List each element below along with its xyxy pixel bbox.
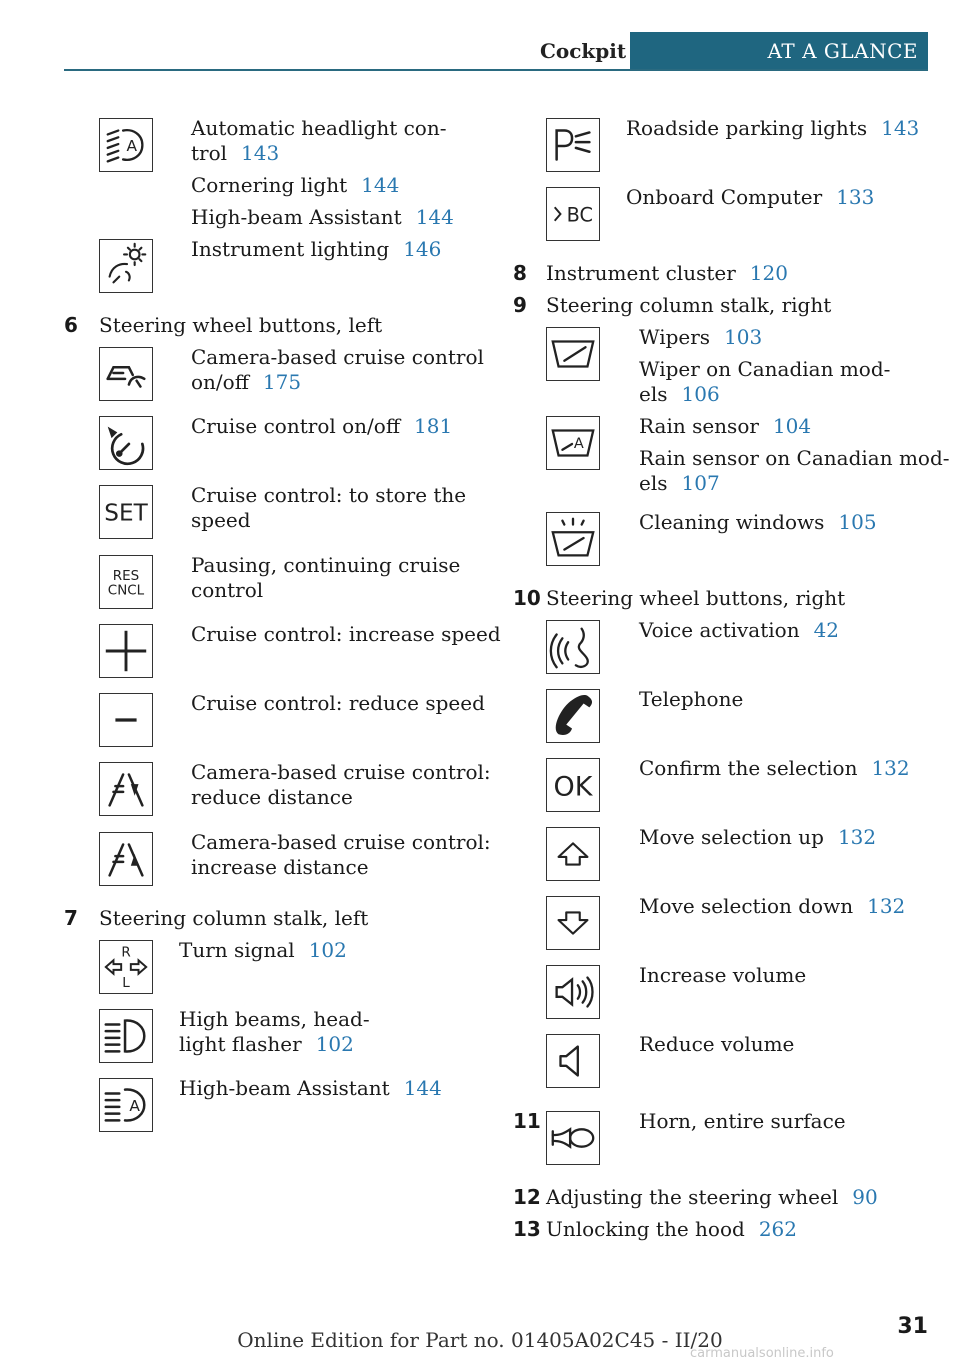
svg-text:A: A [129,1096,140,1115]
rain-sensor-canadian-label: Rain sensor on Canadian mod- [639,446,950,470]
rain-sensor-canadian-label-2: els 107 [639,471,720,495]
item-number: 10 [513,586,541,610]
svg-text:RES: RES [112,568,140,585]
reduce-distance-label: Camera-based cruise control: [191,760,491,784]
page-ref[interactable]: 143 [881,116,920,140]
telephone-icon [546,689,600,743]
onboard-computer-icon [546,187,600,241]
page-ref[interactable]: 90 [852,1185,878,1209]
high-beams-label-2: light flasher 102 [179,1032,354,1056]
page-ref[interactable]: 42 [813,618,840,642]
high-beam-assistant-label: High-beam Assistant 144 [191,205,454,229]
turn-signal-icon [99,940,153,994]
arrow-up-icon [546,827,600,881]
plus-icon [99,624,153,678]
reduce-volume-label: Reduce volume [639,1032,795,1056]
increase-volume-label: Increase volume [639,963,807,987]
steering-wheel-buttons-right-heading: Steering wheel buttons, right [546,586,846,610]
section-title: Cockpit [540,39,627,63]
pause-cruise-label-2: control [191,578,264,602]
svg-text:SET: SET [104,500,148,527]
move-down-label: Move selection down 132 [639,894,906,918]
confirm-selection-label: Confirm the selection 132 [639,756,910,780]
camera-cruise-label: Camera-based cruise control [191,345,484,369]
cleaning-windows-icon [546,512,600,566]
watermark: carmanualsonline.info [690,1346,834,1361]
page-ref[interactable]: 103 [724,325,763,349]
steering-wheel-buttons-left-heading: Steering wheel buttons, left [99,313,383,337]
page-ref[interactable]: 133 [836,185,875,209]
increase-speed-label: Cruise control: increase speed [191,622,501,646]
page-ref[interactable]: 262 [758,1217,797,1241]
header-rule [64,69,928,71]
page-ref[interactable]: 146 [403,237,442,261]
instrument-lighting-icon [99,239,153,293]
page-ref[interactable]: 132 [837,825,877,849]
item-number: 9 [513,293,527,317]
svg-text:A: A [573,435,584,452]
page-ref[interactable]: 144 [361,173,400,197]
svg-text:OK: OK [553,771,593,803]
ok-icon [546,758,600,812]
instrument-lighting-label: Instrument lighting 146 [191,237,442,261]
page-ref[interactable]: 132 [871,756,910,780]
automatic-headlight-label: Automatic headlight con- [191,116,447,140]
cornering-light-label: Cornering light 144 [191,173,400,197]
camera-cruise-label-2: on/off 175 [191,370,302,394]
horn-icon [546,1111,600,1165]
svg-text:CNCL: CNCL [107,582,145,599]
page-ref[interactable]: 143 [241,141,280,165]
item-number: 7 [64,906,78,930]
page-ref[interactable]: 107 [681,471,720,495]
item-number: 13 [513,1217,541,1241]
wiper-canadian-label: Wiper on Canadian mod- [639,357,891,381]
item-number: 8 [513,261,527,285]
page-ref[interactable]: 175 [262,370,302,394]
page-number: 31 [897,1314,928,1339]
store-speed-label: Cruise control: to store the [191,483,467,507]
high-beam-assistant-label-2: High-beam Assistant 144 [179,1076,442,1100]
svg-text:L: L [122,975,130,992]
page-ref[interactable]: 120 [749,261,788,285]
set-icon [99,485,153,539]
svg-text:A: A [126,136,138,155]
camera-cruise-control-icon [99,347,153,401]
footer-edition: Online Edition for Part no. 01405A02C45 - II/20 [237,1328,723,1352]
high-beam-icon [99,1009,153,1063]
unlocking-hood-heading: Unlocking the hood 262 [546,1217,797,1241]
automatic-headlight-label-2: trol 143 [191,141,280,165]
rain-sensor-icon [546,416,600,470]
reduce-speed-label: Cruise control: reduce speed [191,691,485,715]
telephone-label: Telephone [639,687,744,711]
instrument-cluster-heading: Instrument cluster 120 [546,261,788,285]
page-ref[interactable]: 144 [403,1076,442,1100]
item-number: 6 [64,313,78,337]
page-ref[interactable]: 106 [681,382,720,406]
arrow-down-icon [546,896,600,950]
high-beams-label: High beams, head- [179,1007,370,1031]
cruise-on-off-label: Cruise control on/off 181 [191,414,453,438]
item-number: 12 [513,1185,541,1209]
parking-lights-icon [546,118,600,172]
page-ref[interactable]: 132 [867,894,906,918]
cleaning-windows-label: Cleaning windows 105 [639,510,877,534]
page-ref[interactable]: 181 [414,414,453,438]
rain-sensor-label: Rain sensor 104 [639,414,812,438]
page-ref[interactable]: 104 [772,414,812,438]
reduce-distance-icon [99,762,153,816]
steering-column-stalk-right-heading: Steering column stalk, right [546,293,832,317]
steering-column-stalk-left-heading: Steering column stalk, left [99,906,369,930]
svg-text:R: R [121,944,131,961]
turn-signal-label: Turn signal 102 [179,938,347,962]
wiper-icon [546,327,600,381]
reduce-distance-label-2: reduce distance [191,785,353,809]
volume-down-icon [546,1034,600,1088]
move-up-label: Move selection up 132 [639,825,877,849]
item-number: 11 [513,1109,541,1133]
page-ref[interactable]: 144 [415,205,454,229]
chapter-title: AT A GLANCE [630,32,928,70]
wipers-label: Wipers 103 [639,325,763,349]
svg-text:BC: BC [566,203,593,227]
page-ref[interactable]: 102 [315,1032,354,1056]
horn-label: Horn, entire surface [639,1109,846,1133]
onboard-computer-label: Onboard Computer 133 [626,185,875,209]
page-ref[interactable]: 105 [838,510,877,534]
increase-distance-label: Camera-based cruise control: [191,830,491,854]
wiper-canadian-label-2: els 106 [639,382,720,406]
adjusting-steering-wheel-heading: Adjusting the steering wheel 90 [546,1185,878,1209]
volume-up-icon [546,965,600,1019]
page-ref[interactable]: 102 [308,938,347,962]
pause-cruise-label: Pausing, continuing cruise [191,553,461,577]
store-speed-label-2: speed [191,508,251,532]
voice-activation-icon [546,620,600,674]
parking-lights-label: Roadside parking lights 143 [626,116,920,140]
high-beam-assistant-icon [99,1078,153,1132]
automatic-headlight-icon [99,118,153,172]
voice-activation-label: Voice activation 42 [639,618,840,642]
res-cncl-icon [99,555,153,609]
increase-distance-label-2: increase distance [191,855,369,879]
increase-distance-icon [99,832,153,886]
minus-icon [99,693,153,747]
cruise-control-icon [99,416,153,470]
